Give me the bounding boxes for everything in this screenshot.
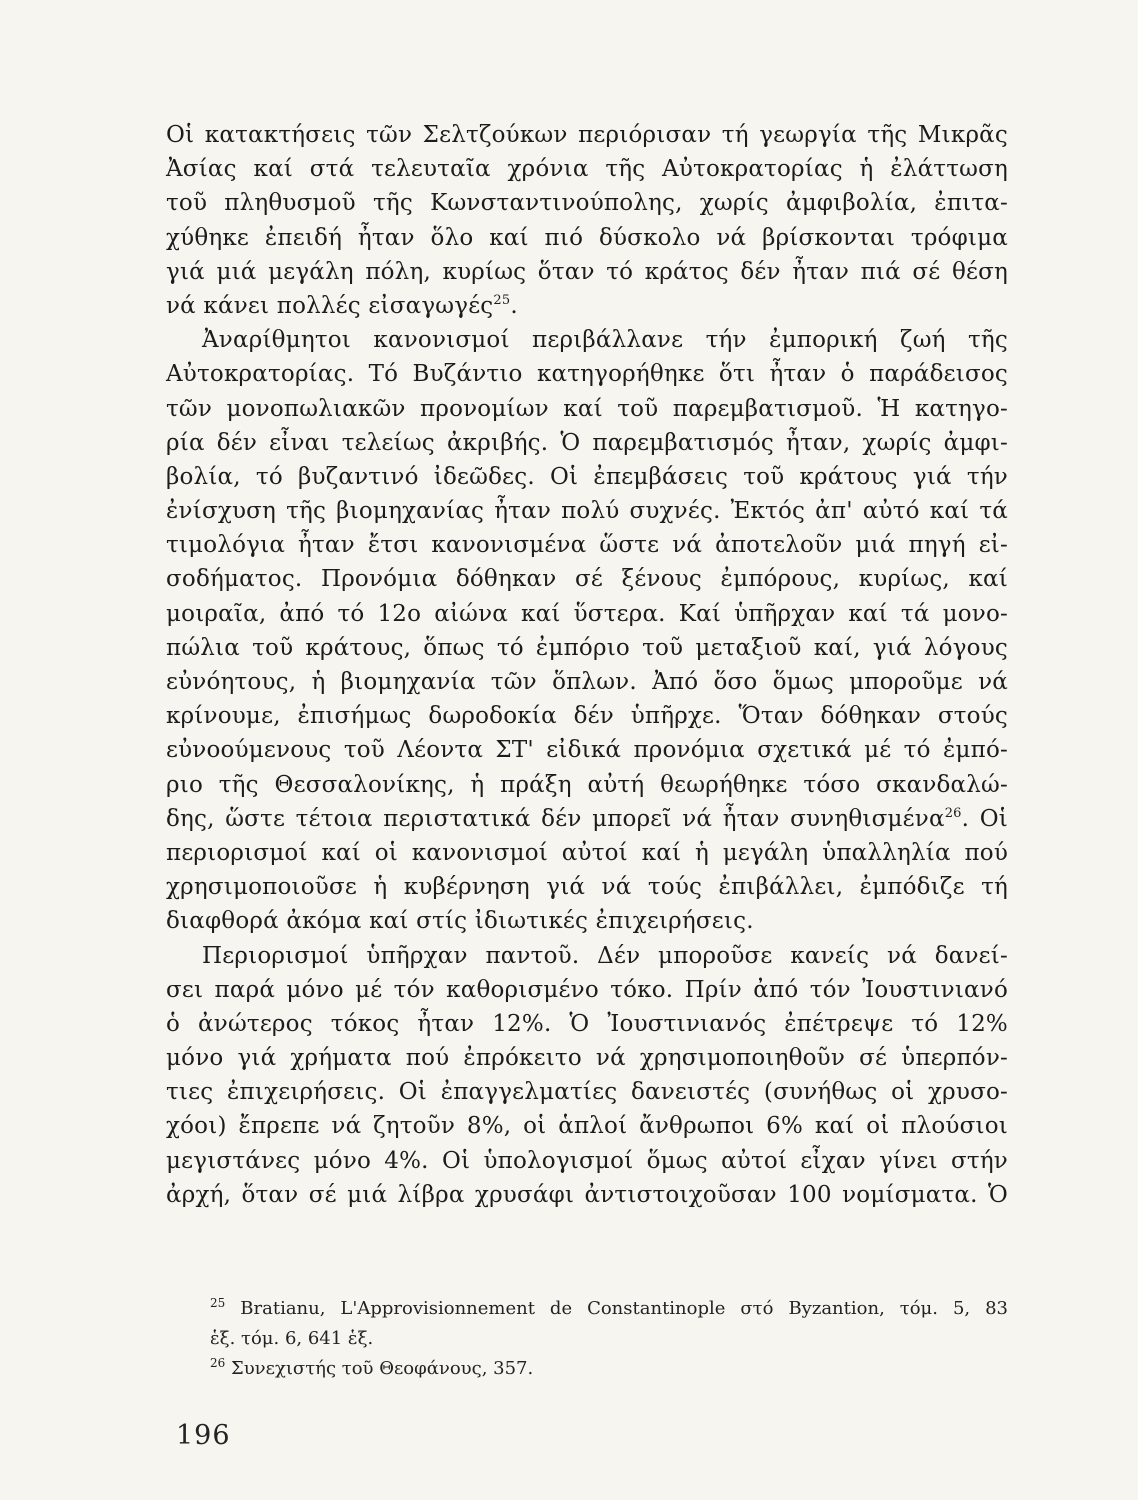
footnote-25 [166,1294,1008,1324]
paragraph-3 [166,939,1008,1213]
text-line: εὐνόητους, ἡ βιομηχανία τῶν ὅπλων. Ἀπό ὅσο ὅμως μποροῦμε νά [166,669,1008,695]
paragraph-1 [166,118,1008,323]
text-line: περιορισμοί καί οἱ κανονισμοί αὐτοί καί ἡ μεγάλη ὑπαλληλία πού [166,839,1008,866]
footnote-text: Bratianu, L'Approvisionnement de Constantinople στό Byzantion, τόμ. 5, 83 [240,1298,1008,1319]
text-line [166,802,1008,836]
text-line: χόοι) ἔπρεπε νά ζητοῦν 8%, οἱ ἁπλοί ἄνθρωποι 6% καί οἱ πλούσιοι [166,1113,1008,1140]
text-line: ἀρχή, ὅταν σέ μιά λίβρα χρυσάφι ἀντιστοιχοῦσαν 100 νομίσματα. Ὁ [166,1181,1008,1208]
text-line: τιες ἐπιχειρήσεις. Οἱ ἐπαγγελματίες δανειστές (συνήθως οἱ χρυσο- [166,1079,1008,1106]
text-line [166,289,1008,323]
text-line: χύθηκε ἐπειδή ἦταν ὅλο καί πιό δύσκολο νά βρίσκονται τρόφιμα [166,224,1008,251]
text-line: πώλια τοῦ κράτους, ὅπως τό ἐμπόριο τοῦ μεταξιοῦ καί, γιά λόγους [166,634,1008,661]
text-line: ρία δέν εἶναι τελείως ἀκριβής. Ὁ παρεμβατισμός ἦταν, χωρίς ἀμφι- [166,429,1008,456]
footnotes [166,1294,1008,1384]
paragraph-2 [166,323,1008,938]
text-line: κρίνουμε, ἐπισήμως δωροδοκία δέν ὑπῆρχε. Ὅταν δόθηκαν στούς [166,703,1008,730]
text-span: νά κάνει πολλές εἰσαγωγές [166,292,494,319]
text-line: Αὐτοκρατορίας. Τό Βυζάντιο κατηγορήθηκε ὅτι ἦταν ὁ παράδεισος [166,361,1008,388]
text-line: μεγιστάνες μόνο 4%. Οἱ ὑπολογισμοί ὅμως αὐτοί εἶχαν γίνει στήν [166,1147,1008,1174]
footnote-ref-25: 25 [493,292,511,308]
footnote-26 [166,1354,1008,1384]
end-punct: . [510,292,518,319]
text-line: μοιραῖα, ἀπό τό 12ο αἰώνα καί ὕστερα. Καί ὑπῆρχαν καί τά μονο- [166,600,1008,627]
text-line: ριο τῆς Θεσσαλονίκης, ἡ πράξη αὐτή θεωρήθηκε τόσο σκανδαλώ- [166,771,1008,798]
text-line: γιά μιά μεγάλη πόλη, κυρίως ὅταν τό κράτος δέν ἦταν πιά σέ θέση [166,258,1008,285]
text-line: σει παρά μόνο μέ τόν καθορισμένο τόκο. Πρίν ἀπό τόν Ἰουστινιανό [166,976,1008,1003]
footnote-number: 26 [210,1356,226,1370]
text-line: τοῦ πληθυσμοῦ τῆς Κωνσταντινούπολης, χωρίς ἀμφιβολία, ἐπιτα- [166,190,1008,217]
text-line: διαφθορά ἀκόμα καί στίς ἰδιωτικές ἐπιχειρήσεις. [166,908,754,935]
text-span: δης, ὥστε τέτοια περιστατικά δέν μπορεῖ νά ἦταν συνηθισμένα [166,805,945,832]
text-span: . Οἱ [961,805,1009,832]
footnote-25-cont: ἑξ. τόμ. 6, 641 ἑξ. [210,1328,374,1349]
text-line: Οἱ κατακτήσεις τῶν Σελτζούκων περιόρισαν τή γεωργία τῆς Μικρᾶς [166,122,1008,148]
text-line: βολία, τό βυζαντινό ἰδεῶδες. Οἱ ἐπεμβάσεις τοῦ κράτους γιά τήν [166,463,1008,490]
text-line: Περιορισμοί ὑπῆρχαν παντοῦ. Δέν μποροῦσε κανείς νά δανεί- [202,942,1008,969]
page-number: 196 [176,1420,231,1451]
body-text [166,118,1008,1212]
text-line: ὁ ἀνώτερος τόκος ἦταν 12%. Ὁ Ἰουστινιανός ἐπέτρεψε τό 12% [166,1010,1008,1037]
footnote-text: Συνεχιστής τοῦ Θεοφάνους, 357. [231,1358,534,1379]
text-line: Ἀσίας καί στά τελευταῖα χρόνια τῆς Αὐτοκρατορίας ἡ ἐλάττωση [166,156,1008,183]
text-line: χρησιμοποιοῦσε ἡ κυβέρνηση γιά νά τούς ἐπιβάλλει, ἐμπόδιζε τή [166,874,1008,901]
text-line: σοδήματος. Προνόμια δόθηκαν σέ ξένους ἐμπόρους, κυρίως, καί [166,566,1008,593]
text-line: Ἀναρίθμητοι κανονισμοί περιβάλλανε τήν ἐμπορική ζωή τῆς [202,327,1008,354]
text-line: τῶν μονοπωλιακῶν προνομίων καί τοῦ παρεμβατισμοῦ. Ἡ κατηγο- [166,395,1008,422]
text-line: τιμολόγια ἦταν ἔτσι κανονισμένα ὥστε νά ἀποτελοῦν μιά πηγή εἰ- [166,532,1008,559]
text-line: μόνο γιά χρήματα πού ἐπρόκειτο νά χρησιμοποιηθοῦν σέ ὑπερπόν- [166,1045,1008,1072]
footnote-number: 25 [210,1296,226,1310]
text-line: ἐνίσχυση τῆς βιομηχανίας ἦταν πολύ συχνές. Ἐκτός ἀπ' αὐτό καί τά [166,498,1008,525]
footnote-ref-26: 26 [944,805,962,821]
text-line: εὐνοούμενους τοῦ Λέοντα ΣΤ' εἰδικά προνόμια σχετικά μέ τό ἐμπό- [166,737,1008,764]
